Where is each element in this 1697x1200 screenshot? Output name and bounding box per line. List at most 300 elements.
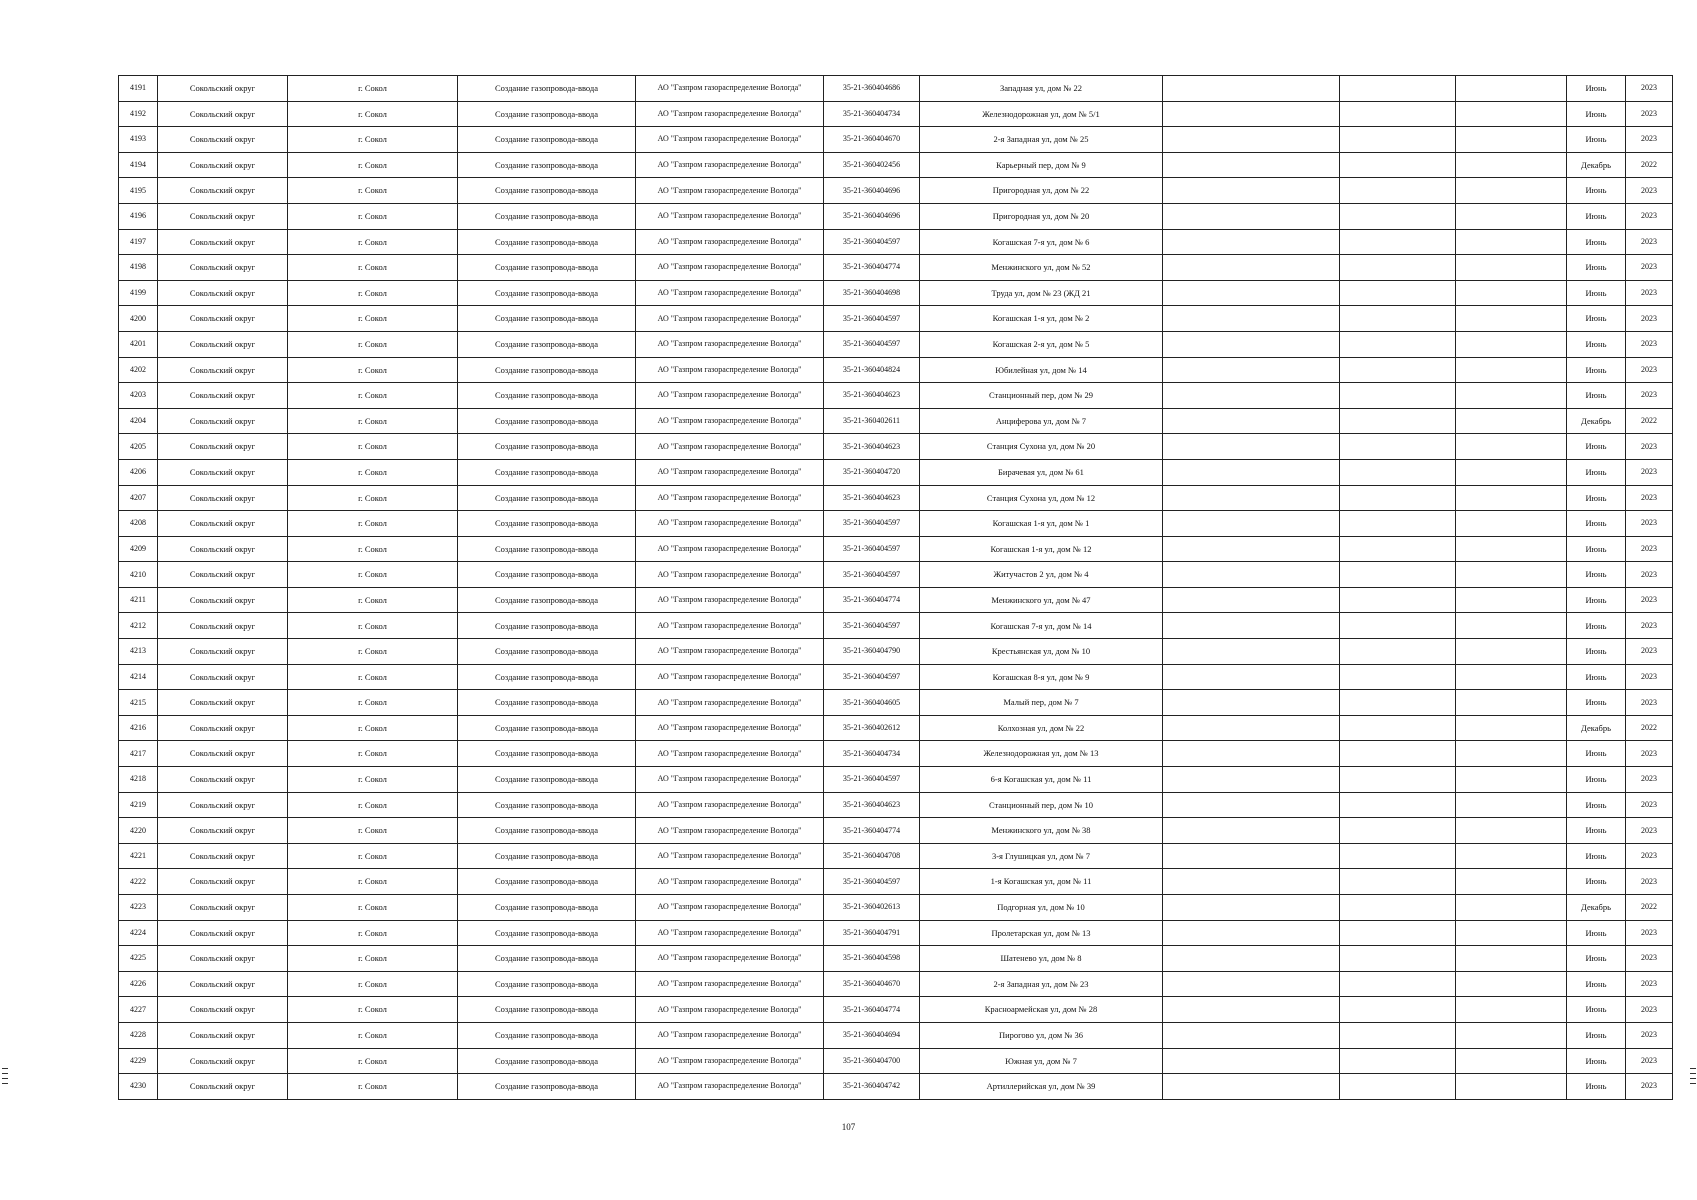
organization-cell: АО "Газпром газораспределение Вологда" xyxy=(636,280,824,306)
year-cell: 2023 xyxy=(1626,767,1673,793)
work-type-cell: Создание газопровода-ввода xyxy=(458,434,636,460)
settlement-cell: г. Сокол xyxy=(288,1022,458,1048)
work-type-cell: Создание газопровода-ввода xyxy=(458,408,636,434)
address-cell: Житучастов 2 ул, дом № 4 xyxy=(920,562,1163,588)
settlement-cell: г. Сокол xyxy=(288,920,458,946)
right-edge-mark xyxy=(1690,1068,1696,1069)
empty-cell-1 xyxy=(1163,895,1340,921)
table-row xyxy=(119,255,1673,281)
address-cell: 3-я Глушицкая ул, дом № 7 xyxy=(920,843,1163,869)
table-row xyxy=(119,971,1673,997)
month-cell: Июнь xyxy=(1567,792,1626,818)
year-cell: 2023 xyxy=(1626,920,1673,946)
organization-cell: АО "Газпром газораспределение Вологда" xyxy=(636,434,824,460)
row-number-cell: 4195 xyxy=(119,178,158,204)
table-row xyxy=(119,1022,1673,1048)
object-code-cell: 35-21-360404774 xyxy=(824,255,920,281)
organization-cell: АО "Газпром газораспределение Вологда" xyxy=(636,255,824,281)
object-code-cell: 35-21-360402613 xyxy=(824,895,920,921)
empty-cell-2 xyxy=(1340,76,1456,102)
object-code-cell: 35-21-360404742 xyxy=(824,1074,920,1100)
row-number-cell: 4199 xyxy=(119,280,158,306)
address-cell: Станционный пер, дом № 10 xyxy=(920,792,1163,818)
month-cell: Декабрь xyxy=(1567,408,1626,434)
settlement-cell: г. Сокол xyxy=(288,767,458,793)
row-number-cell: 4202 xyxy=(119,357,158,383)
organization-cell: АО "Газпром газораспределение Вологда" xyxy=(636,459,824,485)
empty-cell-1 xyxy=(1163,357,1340,383)
month-cell: Июнь xyxy=(1567,178,1626,204)
empty-cell-2 xyxy=(1340,869,1456,895)
object-code-cell: 35-21-360404696 xyxy=(824,178,920,204)
left-edge-mark xyxy=(2,1073,8,1074)
object-code-cell: 35-21-360404696 xyxy=(824,203,920,229)
settlement-cell: г. Сокол xyxy=(288,383,458,409)
address-cell: Карьерный пер, дом № 9 xyxy=(920,152,1163,178)
table-row xyxy=(119,792,1673,818)
row-number-cell: 4201 xyxy=(119,331,158,357)
organization-cell: АО "Газпром газораспределение Вологда" xyxy=(636,76,824,102)
settlement-cell: г. Сокол xyxy=(288,971,458,997)
organization-cell: АО "Газпром газораспределение Вологда" xyxy=(636,408,824,434)
work-type-cell: Создание газопровода-ввода xyxy=(458,229,636,255)
district-cell: Сокольский округ xyxy=(158,895,288,921)
month-cell: Июнь xyxy=(1567,664,1626,690)
row-number-cell: 4191 xyxy=(119,76,158,102)
address-cell: 2-я Западная ул, дом № 23 xyxy=(920,971,1163,997)
empty-cell-1 xyxy=(1163,767,1340,793)
table-row xyxy=(119,485,1673,511)
object-code-cell: 35-21-360402612 xyxy=(824,715,920,741)
work-type-cell: Создание газопровода-ввода xyxy=(458,1074,636,1100)
month-cell: Июнь xyxy=(1567,690,1626,716)
row-number-cell: 4212 xyxy=(119,613,158,639)
empty-cell-3 xyxy=(1456,280,1567,306)
object-code-cell: 35-21-360404597 xyxy=(824,664,920,690)
district-cell: Сокольский округ xyxy=(158,203,288,229)
month-cell: Июнь xyxy=(1567,357,1626,383)
organization-cell: АО "Газпром газораспределение Вологда" xyxy=(636,690,824,716)
page-number: 107 xyxy=(841,1122,856,1132)
work-type-cell: Создание газопровода-ввода xyxy=(458,280,636,306)
work-type-cell: Создание газопровода-ввода xyxy=(458,101,636,127)
district-cell: Сокольский округ xyxy=(158,997,288,1023)
row-number-cell: 4218 xyxy=(119,767,158,793)
object-code-cell: 35-21-360402611 xyxy=(824,408,920,434)
month-cell: Июнь xyxy=(1567,946,1626,972)
empty-cell-2 xyxy=(1340,255,1456,281)
year-cell: 2023 xyxy=(1626,536,1673,562)
table-row xyxy=(119,229,1673,255)
settlement-cell: г. Сокол xyxy=(288,357,458,383)
settlement-cell: г. Сокол xyxy=(288,536,458,562)
empty-cell-3 xyxy=(1456,639,1567,665)
organization-cell: АО "Газпром газораспределение Вологда" xyxy=(636,639,824,665)
object-code-cell: 35-21-360404597 xyxy=(824,613,920,639)
month-cell: Июнь xyxy=(1567,587,1626,613)
row-number-cell: 4210 xyxy=(119,562,158,588)
organization-cell: АО "Газпром газораспределение Вологда" xyxy=(636,562,824,588)
empty-cell-3 xyxy=(1456,664,1567,690)
object-code-cell: 35-21-360404700 xyxy=(824,1048,920,1074)
organization-cell: АО "Газпром газораспределение Вологда" xyxy=(636,715,824,741)
district-cell: Сокольский округ xyxy=(158,127,288,153)
empty-cell-3 xyxy=(1456,511,1567,537)
row-number-cell: 4228 xyxy=(119,1022,158,1048)
empty-cell-3 xyxy=(1456,485,1567,511)
district-cell: Сокольский округ xyxy=(158,767,288,793)
empty-cell-1 xyxy=(1163,587,1340,613)
row-number-cell: 4206 xyxy=(119,459,158,485)
empty-cell-2 xyxy=(1340,818,1456,844)
empty-cell-1 xyxy=(1163,690,1340,716)
work-type-cell: Создание газопровода-ввода xyxy=(458,127,636,153)
work-type-cell: Создание газопровода-ввода xyxy=(458,920,636,946)
month-cell: Июнь xyxy=(1567,1074,1626,1100)
table-row xyxy=(119,331,1673,357)
year-cell: 2023 xyxy=(1626,203,1673,229)
settlement-cell: г. Сокол xyxy=(288,152,458,178)
object-code-cell: 35-21-360404694 xyxy=(824,1022,920,1048)
empty-cell-2 xyxy=(1340,767,1456,793)
empty-cell-2 xyxy=(1340,408,1456,434)
empty-cell-1 xyxy=(1163,792,1340,818)
table-row xyxy=(119,920,1673,946)
year-cell: 2023 xyxy=(1626,357,1673,383)
address-cell: Южная ул, дом № 7 xyxy=(920,1048,1163,1074)
row-number-cell: 4200 xyxy=(119,306,158,332)
empty-cell-3 xyxy=(1456,101,1567,127)
empty-cell-3 xyxy=(1456,587,1567,613)
empty-cell-2 xyxy=(1340,920,1456,946)
table-row xyxy=(119,127,1673,153)
address-cell: Когашская 7-я ул, дом № 14 xyxy=(920,613,1163,639)
district-cell: Сокольский округ xyxy=(158,818,288,844)
empty-cell-3 xyxy=(1456,331,1567,357)
empty-cell-2 xyxy=(1340,383,1456,409)
organization-cell: АО "Газпром газораспределение Вологда" xyxy=(636,1022,824,1048)
object-code-cell: 35-21-360404791 xyxy=(824,920,920,946)
row-number-cell: 4197 xyxy=(119,229,158,255)
object-code-cell: 35-21-360404597 xyxy=(824,767,920,793)
empty-cell-1 xyxy=(1163,178,1340,204)
empty-cell-1 xyxy=(1163,331,1340,357)
district-cell: Сокольский округ xyxy=(158,255,288,281)
organization-cell: АО "Газпром газораспределение Вологда" xyxy=(636,613,824,639)
month-cell: Июнь xyxy=(1567,255,1626,281)
empty-cell-1 xyxy=(1163,920,1340,946)
empty-cell-2 xyxy=(1340,357,1456,383)
object-code-cell: 35-21-360404623 xyxy=(824,792,920,818)
month-cell: Июнь xyxy=(1567,229,1626,255)
settlement-cell: г. Сокол xyxy=(288,408,458,434)
month-cell: Декабрь xyxy=(1567,152,1626,178)
work-type-cell: Создание газопровода-ввода xyxy=(458,331,636,357)
year-cell: 2023 xyxy=(1626,639,1673,665)
address-cell: Пригородная ул, дом № 20 xyxy=(920,203,1163,229)
settlement-cell: г. Сокол xyxy=(288,741,458,767)
empty-cell-3 xyxy=(1456,613,1567,639)
empty-cell-2 xyxy=(1340,536,1456,562)
empty-cell-1 xyxy=(1163,741,1340,767)
object-code-cell: 35-21-360404670 xyxy=(824,971,920,997)
organization-cell: АО "Газпром газораспределение Вологда" xyxy=(636,741,824,767)
organization-cell: АО "Газпром газораспределение Вологда" xyxy=(636,818,824,844)
empty-cell-1 xyxy=(1163,946,1340,972)
empty-cell-2 xyxy=(1340,971,1456,997)
year-cell: 2023 xyxy=(1626,690,1673,716)
empty-cell-2 xyxy=(1340,587,1456,613)
empty-cell-2 xyxy=(1340,1048,1456,1074)
year-cell: 2023 xyxy=(1626,818,1673,844)
address-cell: Юбилейная ул, дом № 14 xyxy=(920,357,1163,383)
empty-cell-3 xyxy=(1456,383,1567,409)
year-cell: 2023 xyxy=(1626,229,1673,255)
table-row xyxy=(119,203,1673,229)
organization-cell: АО "Газпром газораспределение Вологда" xyxy=(636,536,824,562)
object-code-cell: 35-21-360404824 xyxy=(824,357,920,383)
empty-cell-1 xyxy=(1163,280,1340,306)
organization-cell: АО "Газпром газораспределение Вологда" xyxy=(636,792,824,818)
table-row xyxy=(119,767,1673,793)
object-code-cell: 35-21-360404734 xyxy=(824,101,920,127)
table-row xyxy=(119,613,1673,639)
organization-cell: АО "Газпром газораспределение Вологда" xyxy=(636,971,824,997)
object-code-cell: 35-21-360404720 xyxy=(824,459,920,485)
organization-cell: АО "Газпром газораспределение Вологда" xyxy=(636,152,824,178)
organization-cell: АО "Газпром газораспределение Вологда" xyxy=(636,306,824,332)
year-cell: 2023 xyxy=(1626,1048,1673,1074)
object-code-cell: 35-21-360404623 xyxy=(824,485,920,511)
empty-cell-1 xyxy=(1163,485,1340,511)
empty-cell-3 xyxy=(1456,971,1567,997)
work-type-cell: Создание газопровода-ввода xyxy=(458,203,636,229)
empty-cell-3 xyxy=(1456,690,1567,716)
settlement-cell: г. Сокол xyxy=(288,1074,458,1100)
month-cell: Июнь xyxy=(1567,280,1626,306)
empty-cell-2 xyxy=(1340,946,1456,972)
district-cell: Сокольский округ xyxy=(158,229,288,255)
empty-cell-2 xyxy=(1340,639,1456,665)
empty-cell-3 xyxy=(1456,562,1567,588)
work-type-cell: Создание газопровода-ввода xyxy=(458,690,636,716)
empty-cell-3 xyxy=(1456,869,1567,895)
address-cell: Западная ул, дом № 22 xyxy=(920,76,1163,102)
empty-cell-1 xyxy=(1163,101,1340,127)
row-number-cell: 4209 xyxy=(119,536,158,562)
address-cell: 1-я Когашская ул, дом № 11 xyxy=(920,869,1163,895)
year-cell: 2022 xyxy=(1626,408,1673,434)
address-cell: Станция Сухона ул, дом № 20 xyxy=(920,434,1163,460)
organization-cell: АО "Газпром газораспределение Вологда" xyxy=(636,1048,824,1074)
empty-cell-2 xyxy=(1340,997,1456,1023)
empty-cell-1 xyxy=(1163,997,1340,1023)
row-number-cell: 4227 xyxy=(119,997,158,1023)
object-code-cell: 35-21-360404623 xyxy=(824,434,920,460)
table-row xyxy=(119,459,1673,485)
settlement-cell: г. Сокол xyxy=(288,459,458,485)
year-cell: 2023 xyxy=(1626,101,1673,127)
empty-cell-2 xyxy=(1340,229,1456,255)
year-cell: 2023 xyxy=(1626,76,1673,102)
address-cell: Станционный пер, дом № 29 xyxy=(920,383,1163,409)
object-code-cell: 35-21-360404774 xyxy=(824,818,920,844)
empty-cell-3 xyxy=(1456,408,1567,434)
month-cell: Июнь xyxy=(1567,767,1626,793)
year-cell: 2023 xyxy=(1626,946,1673,972)
empty-cell-2 xyxy=(1340,434,1456,460)
table-row xyxy=(119,664,1673,690)
organization-cell: АО "Газпром газораспределение Вологда" xyxy=(636,997,824,1023)
empty-cell-1 xyxy=(1163,971,1340,997)
district-cell: Сокольский округ xyxy=(158,408,288,434)
address-cell: Труда ул, дом № 23 (ЖД 21 xyxy=(920,280,1163,306)
row-number-cell: 4213 xyxy=(119,639,158,665)
table-row xyxy=(119,306,1673,332)
organization-cell: АО "Газпром газораспределение Вологда" xyxy=(636,946,824,972)
empty-cell-2 xyxy=(1340,331,1456,357)
district-cell: Сокольский округ xyxy=(158,715,288,741)
work-type-cell: Создание газопровода-ввода xyxy=(458,869,636,895)
month-cell: Декабрь xyxy=(1567,895,1626,921)
year-cell: 2023 xyxy=(1626,587,1673,613)
empty-cell-1 xyxy=(1163,1048,1340,1074)
district-cell: Сокольский округ xyxy=(158,434,288,460)
work-type-cell: Создание газопровода-ввода xyxy=(458,1022,636,1048)
empty-cell-3 xyxy=(1456,127,1567,153)
empty-cell-1 xyxy=(1163,613,1340,639)
month-cell: Июнь xyxy=(1567,741,1626,767)
address-cell: Когашская 7-я ул, дом № 6 xyxy=(920,229,1163,255)
district-cell: Сокольский округ xyxy=(158,920,288,946)
month-cell: Июнь xyxy=(1567,639,1626,665)
year-cell: 2023 xyxy=(1626,869,1673,895)
year-cell: 2022 xyxy=(1626,895,1673,921)
month-cell: Декабрь xyxy=(1567,715,1626,741)
work-type-cell: Создание газопровода-ввода xyxy=(458,178,636,204)
gasification-table xyxy=(118,75,1673,1100)
work-type-cell: Создание газопровода-ввода xyxy=(458,613,636,639)
document-sheet xyxy=(118,75,1672,1100)
row-number-cell: 4226 xyxy=(119,971,158,997)
table-row xyxy=(119,946,1673,972)
organization-cell: АО "Газпром газораспределение Вологда" xyxy=(636,767,824,793)
empty-cell-2 xyxy=(1340,613,1456,639)
settlement-cell: г. Сокол xyxy=(288,101,458,127)
work-type-cell: Создание газопровода-ввода xyxy=(458,818,636,844)
empty-cell-2 xyxy=(1340,459,1456,485)
empty-cell-3 xyxy=(1456,255,1567,281)
row-number-cell: 4217 xyxy=(119,741,158,767)
empty-cell-1 xyxy=(1163,459,1340,485)
district-cell: Сокольский округ xyxy=(158,869,288,895)
object-code-cell: 35-21-360402456 xyxy=(824,152,920,178)
work-type-cell: Создание газопровода-ввода xyxy=(458,255,636,281)
organization-cell: АО "Газпром газораспределение Вологда" xyxy=(636,101,824,127)
object-code-cell: 35-21-360404597 xyxy=(824,306,920,332)
district-cell: Сокольский округ xyxy=(158,587,288,613)
object-code-cell: 35-21-360404597 xyxy=(824,511,920,537)
empty-cell-2 xyxy=(1340,101,1456,127)
district-cell: Сокольский округ xyxy=(158,383,288,409)
object-code-cell: 35-21-360404708 xyxy=(824,843,920,869)
address-cell: Когашская 8-я ул, дом № 9 xyxy=(920,664,1163,690)
object-code-cell: 35-21-360404734 xyxy=(824,741,920,767)
work-type-cell: Создание газопровода-ввода xyxy=(458,664,636,690)
year-cell: 2023 xyxy=(1626,255,1673,281)
empty-cell-3 xyxy=(1456,229,1567,255)
empty-cell-1 xyxy=(1163,255,1340,281)
settlement-cell: г. Сокол xyxy=(288,997,458,1023)
year-cell: 2023 xyxy=(1626,434,1673,460)
district-cell: Сокольский округ xyxy=(158,331,288,357)
empty-cell-3 xyxy=(1456,920,1567,946)
empty-cell-1 xyxy=(1163,1074,1340,1100)
district-cell: Сокольский округ xyxy=(158,178,288,204)
settlement-cell: г. Сокол xyxy=(288,127,458,153)
work-type-cell: Создание газопровода-ввода xyxy=(458,971,636,997)
table-row xyxy=(119,434,1673,460)
empty-cell-1 xyxy=(1163,229,1340,255)
left-edge-mark xyxy=(2,1078,8,1079)
left-edge-mark xyxy=(2,1068,8,1069)
settlement-cell: г. Сокол xyxy=(288,1048,458,1074)
address-cell: Пролетарская ул, дом № 13 xyxy=(920,920,1163,946)
empty-cell-2 xyxy=(1340,152,1456,178)
year-cell: 2023 xyxy=(1626,792,1673,818)
object-code-cell: 35-21-360404790 xyxy=(824,639,920,665)
empty-cell-3 xyxy=(1456,1048,1567,1074)
row-number-cell: 4193 xyxy=(119,127,158,153)
table-row xyxy=(119,383,1673,409)
organization-cell: АО "Газпром газораспределение Вологда" xyxy=(636,127,824,153)
empty-cell-3 xyxy=(1456,818,1567,844)
settlement-cell: г. Сокол xyxy=(288,306,458,332)
empty-cell-1 xyxy=(1163,152,1340,178)
empty-cell-2 xyxy=(1340,485,1456,511)
empty-cell-3 xyxy=(1456,357,1567,383)
empty-cell-3 xyxy=(1456,715,1567,741)
work-type-cell: Создание газопровода-ввода xyxy=(458,792,636,818)
month-cell: Июнь xyxy=(1567,869,1626,895)
empty-cell-3 xyxy=(1456,178,1567,204)
organization-cell: АО "Газпром газораспределение Вологда" xyxy=(636,383,824,409)
empty-cell-3 xyxy=(1456,767,1567,793)
row-number-cell: 4219 xyxy=(119,792,158,818)
month-cell: Июнь xyxy=(1567,843,1626,869)
table-row xyxy=(119,869,1673,895)
object-code-cell: 35-21-360404774 xyxy=(824,587,920,613)
object-code-cell: 35-21-360404597 xyxy=(824,869,920,895)
empty-cell-1 xyxy=(1163,818,1340,844)
work-type-cell: Создание газопровода-ввода xyxy=(458,1048,636,1074)
address-cell: Менжинского ул, дом № 38 xyxy=(920,818,1163,844)
year-cell: 2023 xyxy=(1626,485,1673,511)
organization-cell: АО "Газпром газораспределение Вологда" xyxy=(636,1074,824,1100)
year-cell: 2023 xyxy=(1626,178,1673,204)
work-type-cell: Создание газопровода-ввода xyxy=(458,511,636,537)
empty-cell-2 xyxy=(1340,715,1456,741)
table-row xyxy=(119,152,1673,178)
empty-cell-1 xyxy=(1163,1022,1340,1048)
row-number-cell: 4194 xyxy=(119,152,158,178)
work-type-cell: Создание газопровода-ввода xyxy=(458,587,636,613)
organization-cell: АО "Газпром газораспределение Вологда" xyxy=(636,511,824,537)
table-row xyxy=(119,101,1673,127)
district-cell: Сокольский округ xyxy=(158,562,288,588)
table-row xyxy=(119,843,1673,869)
month-cell: Июнь xyxy=(1567,459,1626,485)
